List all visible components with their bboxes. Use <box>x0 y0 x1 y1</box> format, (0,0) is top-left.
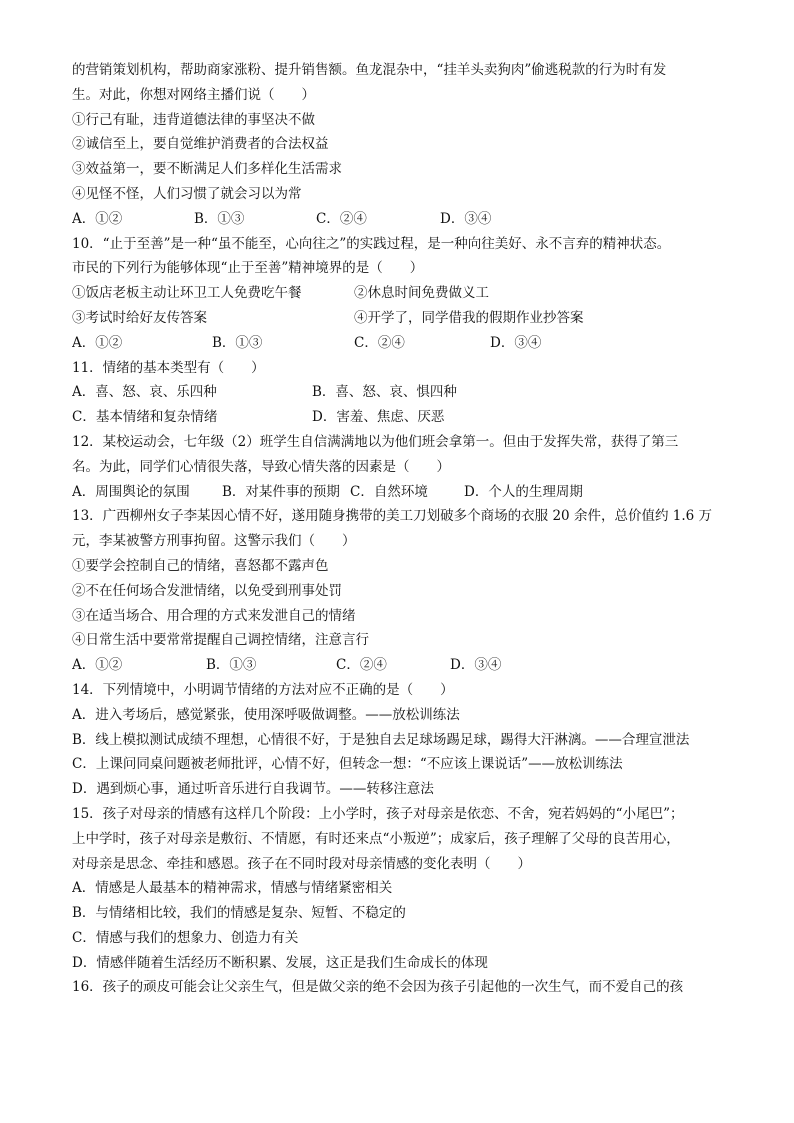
q9-item-2: ②诚信至上，要自觉维护消费者的合法权益 <box>72 136 329 153</box>
q11-option-c: C．基本情绪和复杂情绪 <box>72 409 218 426</box>
q10-stem-line-2: 市民的下列行为能够体现“止于至善”精神境界的是（ ） <box>72 260 424 277</box>
q11-option-a: A．喜、怒、哀、乐四种 <box>72 384 217 401</box>
q15-option-c: C．情感与我们的想象力、创造力有关 <box>72 929 299 946</box>
q15-stem-line-1: 15．孩子对母亲的情感有这样几个阶段：上小学时，孩子对母亲是依恋、不舍，宛若妈妈的“小尾巴”； <box>72 805 684 822</box>
q11-option-d: D．害羞、焦虑、厌恶 <box>312 409 445 426</box>
q10-option-c: C．②④ <box>354 334 405 351</box>
q10-item-3: ③考试时给好友传答案 <box>72 309 207 326</box>
q13-options <box>72 653 732 678</box>
q10-items-row-1 <box>72 281 732 306</box>
q10-stem-line-1: 10．“止于至善”是一种“虽不能至，心向往之”的实践过程，是一种向往美好、永不言弃的精神状态。 <box>72 235 671 252</box>
q9-option-a: A．①② <box>72 210 123 227</box>
q11-options-row-2 <box>72 405 732 430</box>
q14-option-d: D．遇到烦心事，通过听音乐进行自我调节。——转移注意法 <box>72 781 434 798</box>
q12-option-c: C．自然环境 <box>350 483 428 500</box>
q10-option-a: A．①② <box>72 334 123 351</box>
q10-item-2: ②休息时间免费做义工 <box>354 285 489 302</box>
q12-option-b: B．对某件事的预期 <box>222 483 340 500</box>
q9-option-c: C．②④ <box>316 210 367 227</box>
q10-option-d: D．③④ <box>490 334 542 351</box>
q11-option-b: B．喜、怒、哀、惧四种 <box>312 384 457 401</box>
q15-stem-line-3: 对母亲是思念、牵挂和感恩。孩子在不同时段对母亲情感的变化表明（ ） <box>72 855 531 872</box>
q13-option-c: C．②④ <box>336 657 387 674</box>
q9-options <box>72 207 732 232</box>
q9-item-1: ①行己有耻，违背道德法律的事坚决不做 <box>72 111 315 128</box>
q10-items-row-2 <box>72 306 732 331</box>
q11-stem: 11．情绪的基本类型有（ ） <box>72 359 265 376</box>
q12-option-a: A．周围舆论的氛围 <box>72 483 190 500</box>
q9-item-3: ③效益第一，要不断满足人们多样化生活需求 <box>72 161 342 178</box>
q12-stem-line-2: 名。为此，同学们心情很失落，导致心情失落的因素是（ ） <box>72 458 450 475</box>
q13-stem-line-1: 13．广西柳州女子李某因心情不好，遂用随身携带的美工刀划破多个商场的衣服 20 余件，总价值约 1.6 万 <box>72 508 712 525</box>
q9-stem-line-1: 的营销策划机构，帮助商家涨粉、提升销售额。鱼龙混杂中，“挂羊头卖狗肉”偷逃税款的行为时有发 <box>72 62 667 78</box>
q10-option-b: B．①③ <box>212 334 263 351</box>
q13-option-d: D．③④ <box>450 657 502 674</box>
q9-item-4: ④见怪不怪，人们习惯了就会习以为常 <box>72 185 302 202</box>
q15-option-b: B．与情绪相比较，我们的情感是复杂、短暂、不稳定的 <box>72 905 406 922</box>
q14-option-b: B．线上模拟测试成绩不理想，心情很不好，于是独自去足球场踢足球，踢得大汗淋漓。——合理宣泄法 <box>72 731 690 748</box>
q13-option-a: A．①② <box>72 657 123 674</box>
q15-option-d: D．情感伴随着生活经历不断积累、发展，这正是我们生命成长的体现 <box>72 954 488 971</box>
q9-option-d: D．③④ <box>440 210 492 227</box>
q15-option-a: A．情感是人最基本的精神需求，情感与情绪紧密相关 <box>72 880 393 897</box>
q14-option-c: C．上课问同桌问题被老师批评，心情不好，但转念一想：“不应该上课说话”——放松训练法 <box>72 756 623 773</box>
q13-stem-line-2: 元，李某被警方刑事拘留。这警示我们（ ） <box>72 533 356 550</box>
q13-item-3: ③在适当场合、用合理的方式来发泄自己的情绪 <box>72 607 356 624</box>
q12-option-d: D．个人的生理周期 <box>464 483 583 500</box>
q10-options <box>72 331 732 356</box>
q9-option-b: B．①③ <box>194 210 245 227</box>
q15-stem-line-2: 上中学时，孩子对母亲是敷衍、不情愿，有时还来点“小叛逆”；成家后，孩子理解了父母的良苦用心， <box>72 830 680 847</box>
q9-stem-line-2: 生。对此，你想对网络主播们说（ ） <box>72 86 315 103</box>
q10-item-4: ④开学了，同学借我的假期作业抄答案 <box>354 309 584 326</box>
q13-item-4: ④日常生活中要常常提醒自己调控情绪，注意言行 <box>72 632 369 649</box>
q10-item-1: ①饭店老板主动让环卫工人免费吃午餐 <box>72 285 302 302</box>
question-text-block <box>72 58 732 1000</box>
q13-item-2: ②不在任何场合发泄情绪，以免受到刑事处罚 <box>72 582 342 599</box>
q14-option-a: A．进入考场后，感觉紧张，使用深呼吸做调整。——放松训练法 <box>72 706 460 723</box>
q12-options <box>72 480 732 505</box>
q13-option-b: B．①③ <box>206 657 257 674</box>
q13-item-1: ①要学会控制自己的情绪，喜怒都不露声色 <box>72 557 329 574</box>
q12-stem-line-1: 12．某校运动会，七年级（2）班学生自信满满地以为他们班会拿第一。但由于发挥失常，获得了第三 <box>72 433 679 450</box>
q16-stem-line-1: 16．孩子的顽皮可能会让父亲生气，但是做父亲的绝不会因为孩子引起他的一次生气，而不爱自己的孩 <box>72 979 684 996</box>
q11-options-row-1 <box>72 380 732 405</box>
q14-stem: 14．下列情境中，小明调节情绪的方法对应不正确的是（ ） <box>72 681 454 698</box>
